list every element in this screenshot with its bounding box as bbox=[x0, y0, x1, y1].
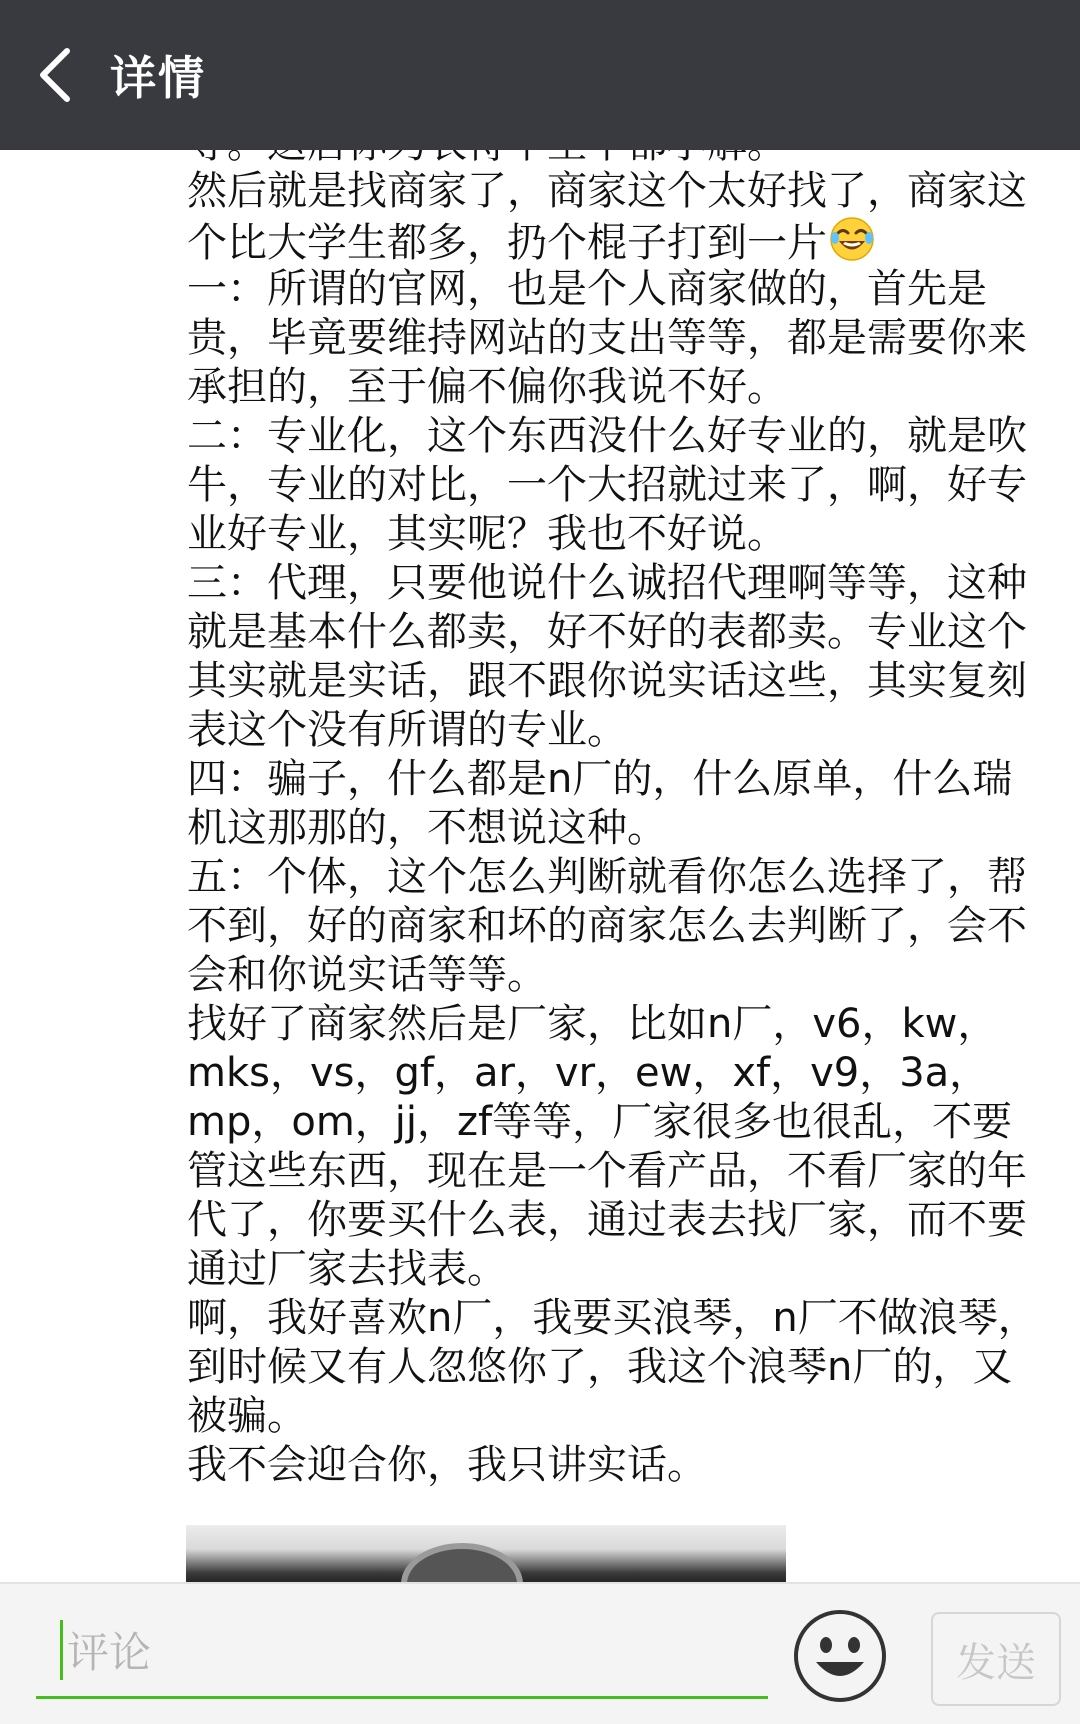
comment-input[interactable] bbox=[36, 1604, 768, 1699]
post-paragraph-3: 二：专业化，这个东西没什么好专业的，就是吹牛，专业的对比，一个大招就过来了，啊，好专业好专业，其实呢？我也不好说。 bbox=[187, 413, 1027, 557]
back-button[interactable] bbox=[0, 0, 110, 150]
post-paragraph-2: 一：所谓的官网，也是个人商家做的，首先是贵，毕竟要维持网站的支出等等，都是需要你来承担的，至于偏不偏你我说不好。 bbox=[187, 266, 1027, 410]
text-cursor bbox=[60, 1620, 63, 1680]
page-title: 详情 bbox=[110, 51, 206, 105]
post-paragraph-4: 三：代理，只要他说什么诚招代理啊等等，这种就是基本什么都卖，好不好的表都卖。专业这个其实就是实话，跟不跟你说实话这些，其实复刻表这个没有所谓的专业。 bbox=[187, 560, 1027, 753]
post-paragraph-9: 我不会迎合你，我只讲实话。 bbox=[187, 1442, 707, 1488]
watch-photo[interactable] bbox=[186, 1525, 786, 1585]
post-paragraph-6: 五：个体，这个怎么判断就看你怎么选择了，帮不到，好的商家和坏的商家怎么去判断了，会不会和你说实话等等。 bbox=[187, 854, 1027, 998]
post-content[interactable] bbox=[0, 150, 1080, 1582]
post-paragraph-7: 找好了商家然后是厂家，比如n厂，v6，kw，mks，vs，gf，ar，vr，ew，xf，v9，3a，mp，om，jj，zf等等，厂家很多也很乱，不要管这些东西，现在是一个看产品，不看厂家的年代了，你要买什么表，通过表去找厂家，而不要通过厂家去找表。 bbox=[187, 1001, 1027, 1292]
top-bar bbox=[0, 0, 1080, 150]
post-paragraph-8: 啊，我好喜欢n厂，我要买浪琴，n厂不做浪琴，到时候又有人忽悠你了，我这个浪琴n厂的，又被骗。 bbox=[187, 1295, 1038, 1439]
comment-placeholder: 评论 bbox=[67, 1628, 152, 1677]
paragraph-text: 然后就是找商家了，商家这个太好找了，商家这个比大学生都多，扔个棍子打到一片 bbox=[187, 168, 1027, 266]
laughing-tears-emoji bbox=[829, 216, 875, 262]
comment-bar bbox=[0, 1582, 1080, 1724]
post-paragraph-5: 四：骗子，什么都是n厂的，什么原单，什么瑞机这那那的，不想说这种。 bbox=[187, 756, 1013, 851]
send-button[interactable]: 发送 bbox=[931, 1612, 1061, 1706]
post-paragraph-1 bbox=[187, 167, 1047, 268]
smiley-face-icon bbox=[792, 1608, 888, 1704]
chevron-left-icon bbox=[35, 47, 75, 103]
emoji-button[interactable] bbox=[792, 1608, 888, 1704]
